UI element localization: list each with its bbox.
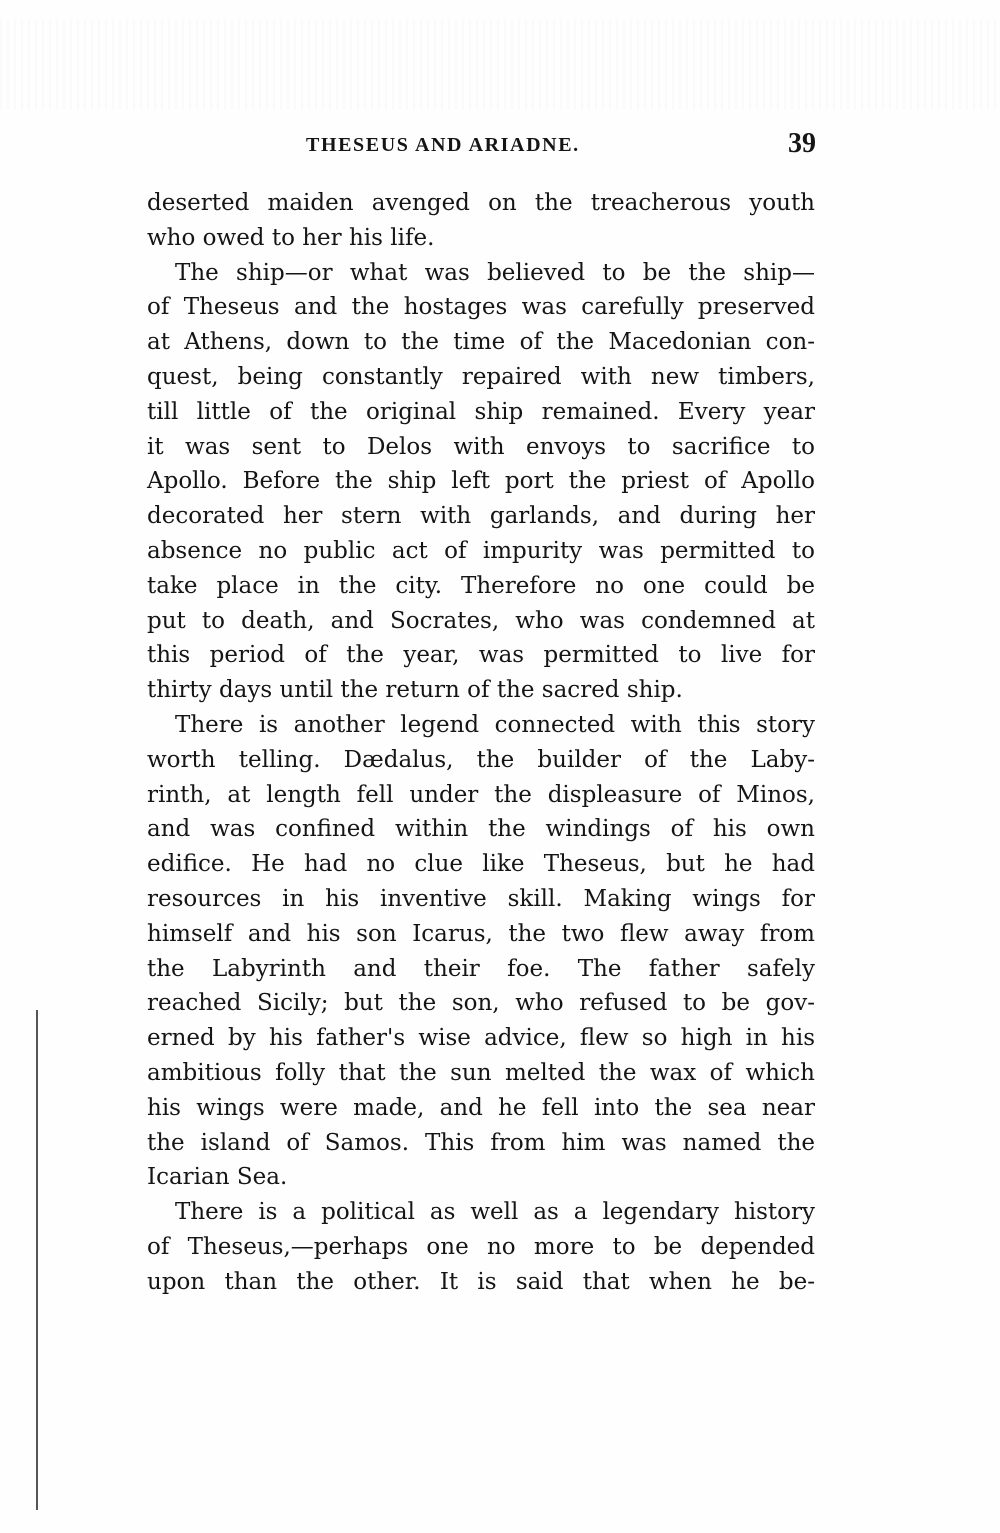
text-line: absence no public act of impurity was permitted to: [147, 537, 815, 564]
scan-speckle-band: [0, 20, 1000, 110]
text-line: at Athens, down to the time of the Macedonian con-: [147, 329, 815, 356]
text-line: The ship—or what was believed to be the ship—: [175, 259, 815, 286]
page-number: 39: [788, 128, 816, 159]
text-line: his wings were made, and he fell into the sea near: [147, 1094, 815, 1121]
text-line: of Theseus,—perhaps one no more to be depended: [147, 1233, 815, 1260]
running-title: THESEUS AND ARIADNE.: [306, 134, 580, 156]
text-line: put to death, and Socrates, who was condemned at: [147, 607, 815, 634]
body-text: [147, 186, 815, 1300]
text-line: Apollo. Before the ship left port the priest of Apollo: [147, 468, 815, 495]
text-line: and was confined within the windings of his own: [147, 816, 815, 843]
text-line: it was sent to Delos with envoys to sacrifice to: [147, 433, 815, 460]
text-line: who owed to her his life.: [147, 224, 435, 251]
text-line: thirty days until the return of the sacred ship.: [147, 677, 683, 704]
text-line: upon than the other. It is said that when he be-: [147, 1268, 815, 1295]
text-line: the Labyrinth and their foe. The father safely: [147, 955, 815, 982]
text-line: There is another legend connected with this story: [175, 711, 815, 738]
text-line: Icarian Sea.: [147, 1164, 288, 1191]
text-line: of Theseus and the hostages was carefully preserved: [147, 294, 815, 321]
page-edge-line: [36, 1010, 38, 1510]
text-line: till little of the original ship remained. Every year: [147, 398, 815, 425]
text-line: resources in his inventive skill. Making wings for: [147, 885, 815, 912]
text-line: There is a political as well as a legendary history: [175, 1199, 815, 1226]
text-line: worth telling. Dædalus, the builder of the Laby-: [147, 746, 815, 773]
text-line: edifice. He had no clue like Theseus, but he had: [147, 851, 815, 878]
running-head: [146, 128, 816, 168]
text-line: the island of Samos. This from him was named the: [147, 1129, 815, 1156]
text-line: rinth, at length fell under the displeasure of Minos,: [147, 781, 815, 808]
text-line: decorated her stern with garlands, and during her: [147, 503, 815, 530]
text-line: ambitious folly that the sun melted the wax of which: [147, 1059, 815, 1086]
text-line: this period of the year, was permitted to live for: [147, 642, 815, 669]
text-line: quest, being constantly repaired with new timbers,: [147, 363, 815, 390]
text-line: erned by his father's wise advice, flew so high in his: [147, 1025, 815, 1052]
text-line: take place in the city. Therefore no one could be: [147, 572, 815, 599]
text-line: deserted maiden avenged on the treacherous youth: [147, 190, 815, 216]
text-line: reached Sicily; but the son, who refused to be gov-: [147, 990, 815, 1017]
text-line: himself and his son Icarus, the two flew away from: [147, 920, 815, 947]
